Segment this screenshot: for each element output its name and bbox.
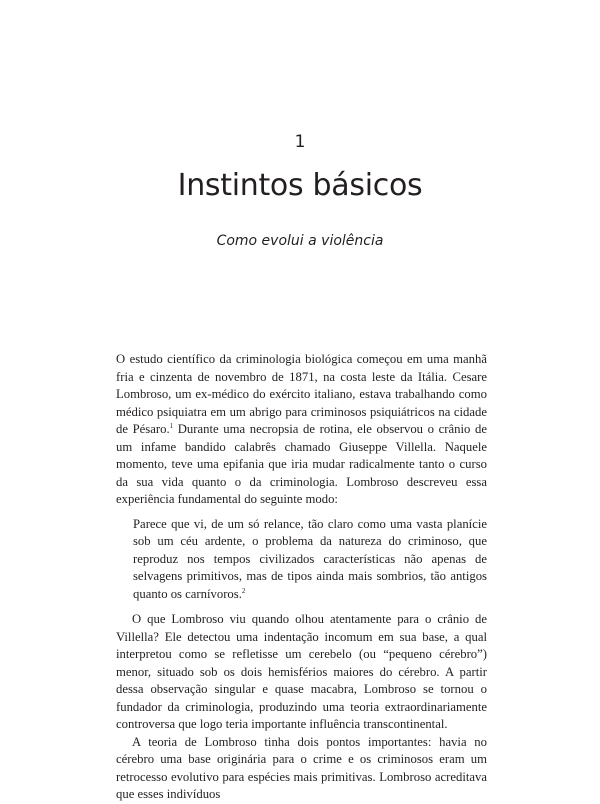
opening-paragraph-text: O estudo científico da criminologia biológica começou em uma manhã fria e cinzenta de novembro de 1871, na costa leste da Itália. Cesare Lombroso, um ex-médico do exército italiano, estava trabalhando como médico psiquiatra em um abrigo para criminosos psiquiátricos na cidade de Pésaro. bbox=[116, 352, 487, 436]
quote-text: Parece que vi, de um só relance, tão claro como uma vasta planície sob um céu ardente, o problema da natureza do criminoso, que reproduz nos tempos civilizados características não apenas de selvagens primitivos, mas de tipos ainda mais sombrios, tão antigos quanto os carnívoros. bbox=[133, 516, 487, 601]
third-paragraph: A teoria de Lombroso tinha dois pontos importantes: havia no cérebro uma base originária para o crime e os criminosos eram um retrocesso evolutivo para espécies mais primitivas. Lombroso acreditava que esses indivíduos bbox=[116, 734, 487, 801]
opening-paragraph-continuation: Durante uma necropsia de rotina, ele observou o crânio de um infame bandido calabrês chamado Giuseppe Villella. Naquele momento, teve uma epifania que iria mudar radicalmente tanto o curso da sua vida quanto o da criminologia. Lombroso descreveu essa experiência fundamental do seguinte modo: bbox=[116, 422, 487, 506]
footnote-marker-2[interactable]: 2 bbox=[241, 586, 246, 595]
footnote-marker-1[interactable]: 1 bbox=[169, 422, 174, 430]
chapter-title: Instintos básicos bbox=[177, 168, 423, 203]
chapter-body bbox=[116, 351, 487, 804]
second-paragraph: O que Lombroso viu quando olhou atentamente para o crânio de Villella? Ele detectou uma indentação incomum em sua base, a qual interpretou como se refletisse um cerebelo (ou “pequeno cérebro”) menor, situado sob os dois hemisférios maiores do cérebro. A partir dessa observação singular e quase macabra, Lombroso se tornou o fundador da criminologia, produzindo uma teoria extraordinariamente controversa que logo teria importante influência transcontinental. bbox=[116, 612, 487, 731]
chapter-number: 1 bbox=[294, 132, 306, 152]
lombroso-quote bbox=[133, 516, 487, 604]
opening-paragraph bbox=[116, 351, 487, 509]
chapter-subtitle: Como evolui a violência bbox=[216, 233, 384, 249]
